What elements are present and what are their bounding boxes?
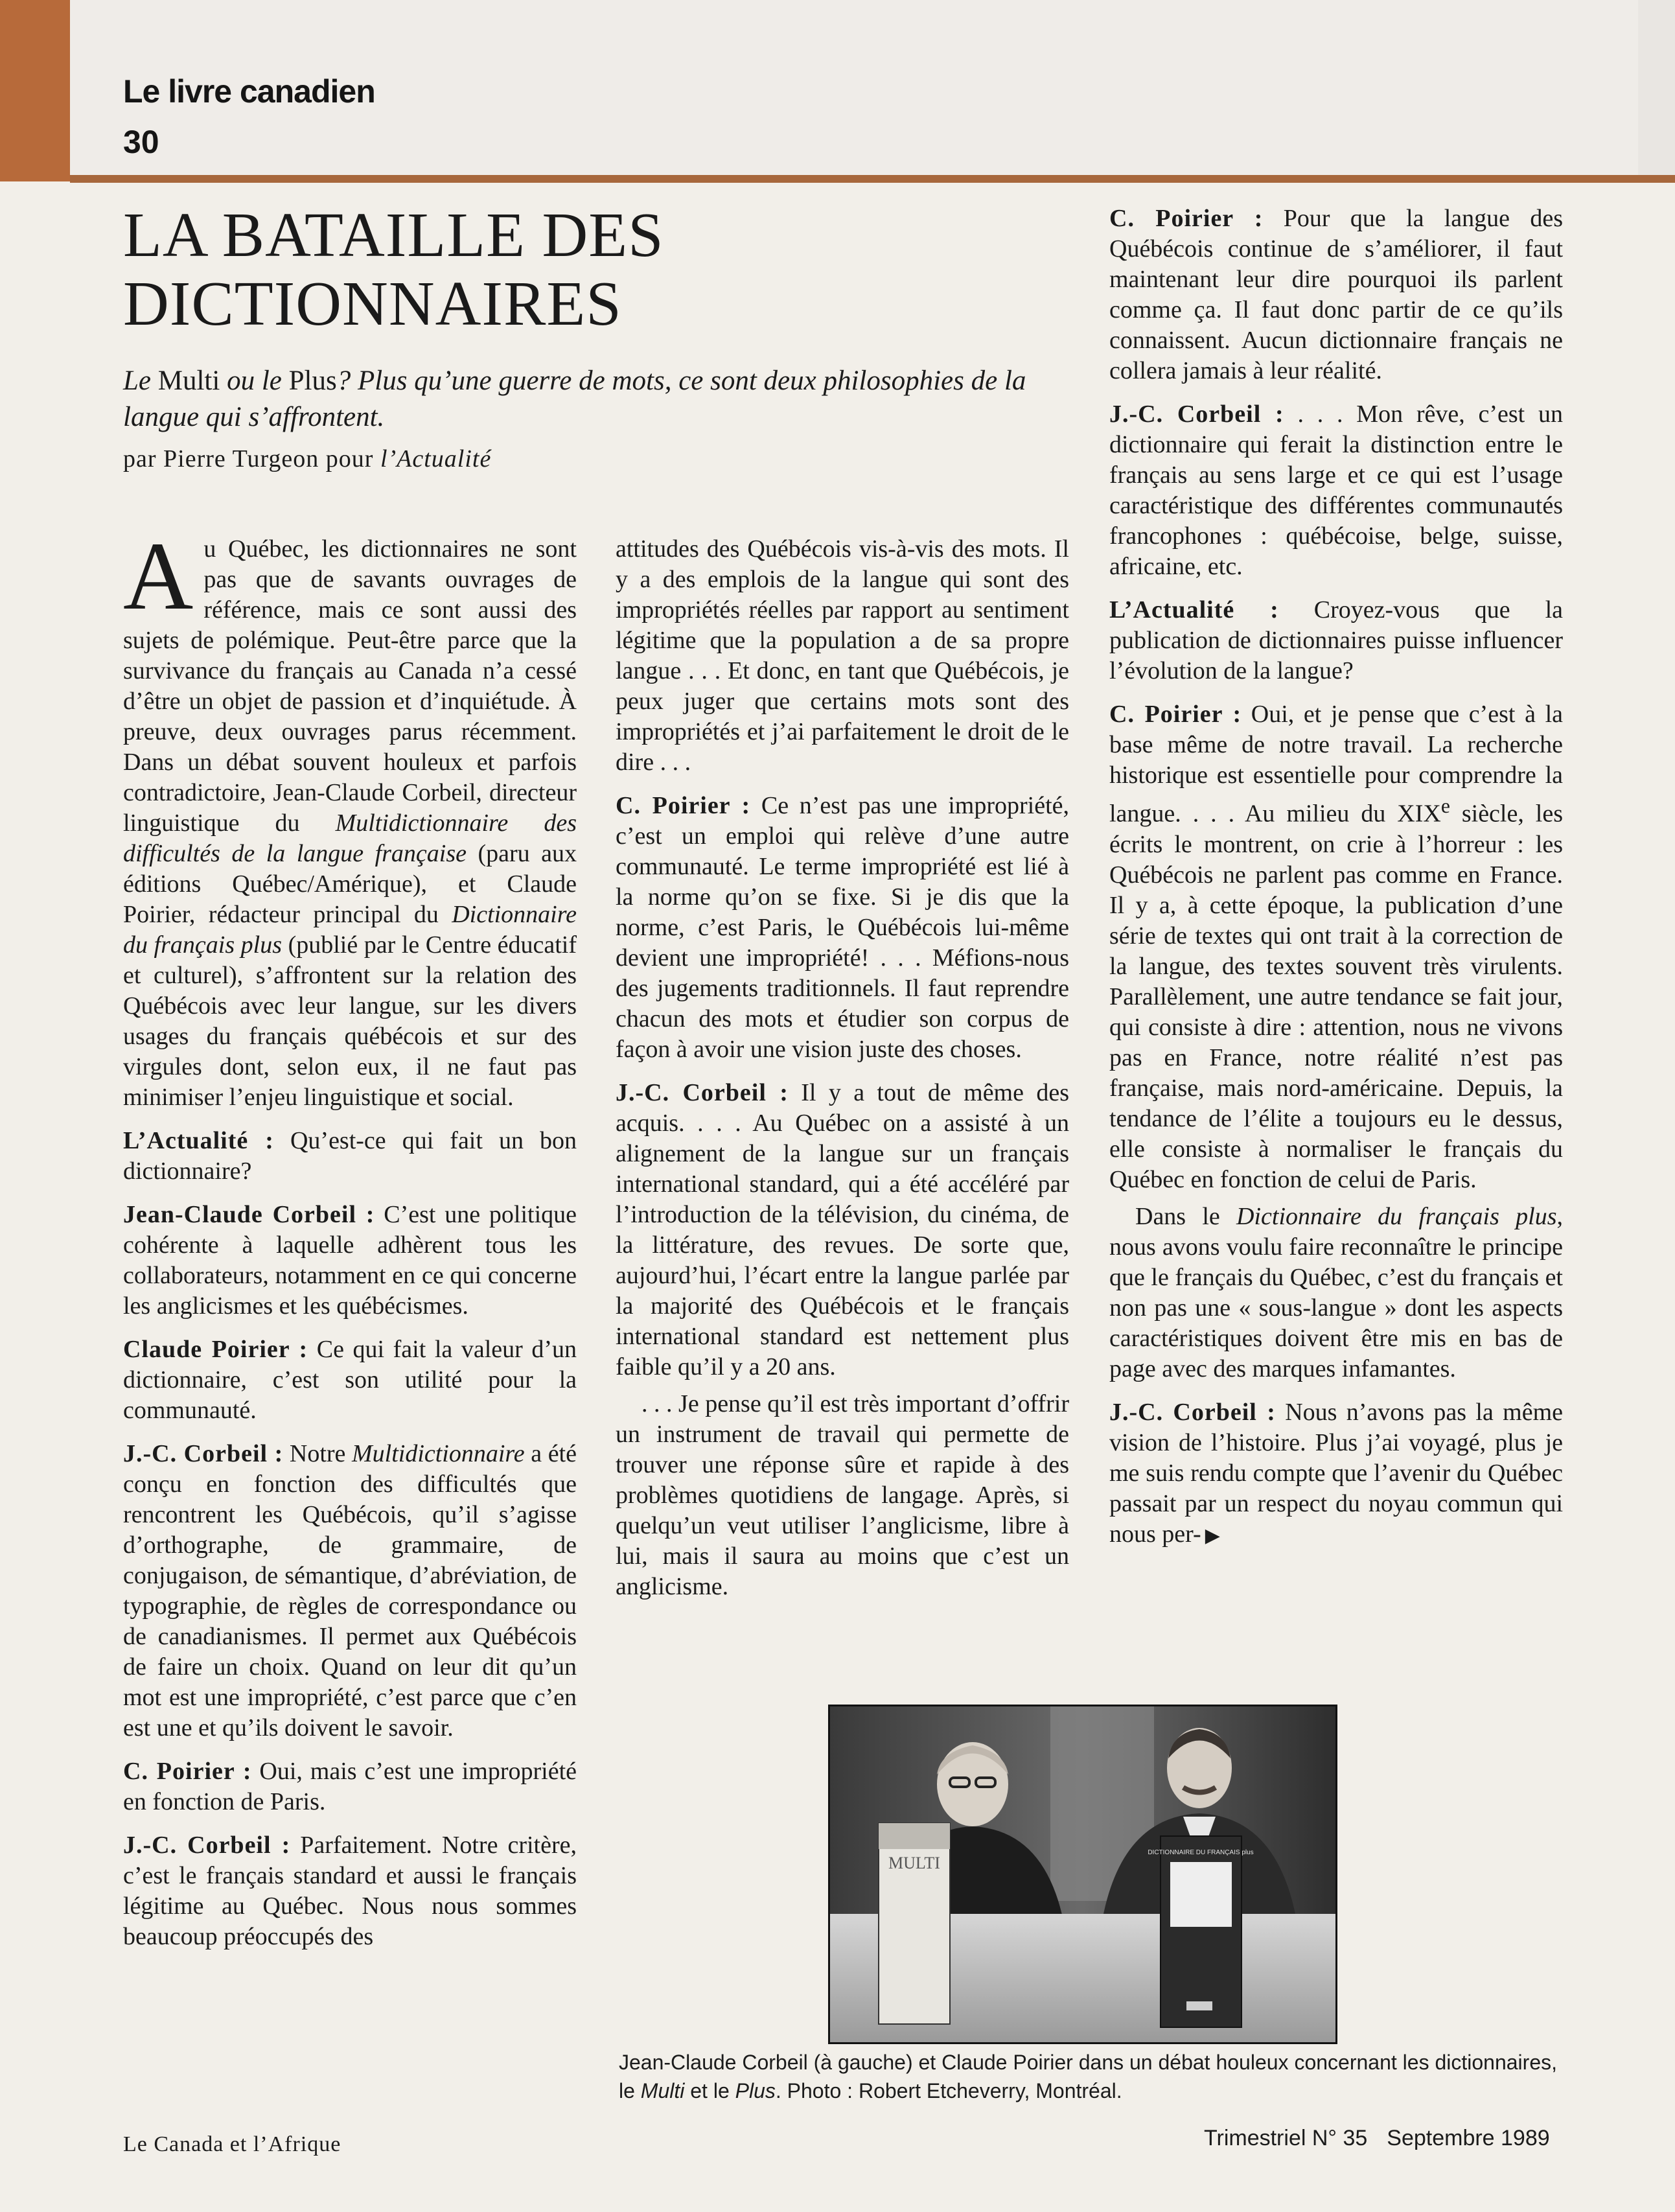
byline-source: l’Actualité: [380, 445, 492, 472]
footer-publication: Le Canada et l’Afrique: [123, 2132, 341, 2156]
text: Multi: [640, 2079, 685, 2102]
title-line-1: LA BATAILLE DES: [123, 200, 664, 270]
byline: [123, 445, 491, 473]
text: Il y a tout de même des acquis. . . . Au Québec on a assisté à un alignement de la langue sur un français international standard, qui a été accéléré par l’introduction de la télévision, du cinéma, de la littérature, des revues. De sorte que, aujourd’hui, l’écart entre la langue parlée par la majorité des Québécois et le français international standard est nettement plus faible qu’il y a 20 ans.: [616, 1079, 1069, 1380]
intro-paragraph: [123, 522, 577, 1113]
subtitle-part: ? Plus qu’une guerre de mots, ce sont deux philosophies de la langue qui s’affrontent.: [123, 366, 1026, 432]
book-right-title: DICTIONNAIRE DU FRANÇAIS plus: [1148, 1849, 1254, 1856]
text: Dictionnaire du français plus: [1236, 1202, 1557, 1230]
text: a été conçu en fonction des difficultés que rencontrent les Québécois, qu’il s’agisse d’orthographe, de grammaire, de conjugaison, de sémantique, d’abréviation, de typographie, de règles de correspondance ou de canadianismes. Il permet aux Québécois de faire un choix. Quand on leur dit qu’un mot est une impropriété, c’est parce que c’en est une et qu’ils doivent le savoir.: [123, 1440, 577, 1741]
text: (paru aux éditions Québec/Amérique), et Claude Poirier, rédacteur principal du: [123, 840, 577, 928]
accent-bar: [0, 0, 70, 181]
text: , nous avons voulu faire reconnaître le principe que le français du Québec, c’est du français et non pas une « sous-langue » dont les aspects caractéristiques doivent être mis en bas de page avec des marques infamantes.: [1109, 1202, 1564, 1382]
qa-paragraph: [1109, 204, 1563, 386]
qa-paragraph: [1109, 399, 1563, 582]
qa-paragraph: [123, 1830, 577, 1952]
speaker-label: C. Poirier :: [616, 792, 751, 819]
drop-cap: A: [123, 522, 194, 630]
issue-number: Trimestriel N° 35: [1204, 2126, 1368, 2150]
text: Ce qui fait la valeur d’un dictionnaire, c’est son utilité pour la communauté.: [123, 1336, 577, 1424]
text: Jean-Claude Corbeil (à gauche) et Claude Poirier dans un débat houleux concernant les dictionnaires, le: [619, 2051, 1557, 2102]
page-number: 30: [123, 124, 159, 160]
speaker-label: J.-C. Corbeil :: [123, 1440, 284, 1467]
footer-issue-info: [1204, 2126, 1569, 2151]
qa-paragraph: [123, 1756, 577, 1817]
article-subtitle: [123, 363, 1095, 436]
article-title: [123, 201, 771, 338]
text: Multidictionnaire: [352, 1440, 525, 1467]
qa-paragraph: [123, 1334, 577, 1426]
speaker-label: C. Poirier :: [1109, 701, 1242, 728]
speaker-label: L’Actualité :: [1109, 596, 1279, 623]
body-paragraph: [1109, 1202, 1563, 1384]
subtitle-part: ou le: [220, 366, 289, 396]
column-2: [616, 534, 1069, 1615]
subtitle-part: Plus: [288, 366, 337, 396]
book-left-title: MULTI: [888, 1854, 940, 1872]
subtitle-part: Multi: [157, 366, 220, 396]
speaker-label: J.-C. Corbeil :: [1109, 401, 1284, 428]
qa-paragraph: [616, 1078, 1069, 1382]
subtitle-part: Le: [123, 366, 158, 396]
qa-paragraph: [1109, 1397, 1563, 1551]
text: Notre: [283, 1440, 352, 1467]
qa-paragraph: [616, 791, 1069, 1065]
text: Oui, et je pense que c’est à la base même de notre travail. La recherche historique est essentielle pour comprendre la langue. . . . Au milieu du XIX: [1109, 701, 1563, 828]
text: et le: [684, 2079, 735, 2102]
title-line-2: DICTIONNAIRES: [123, 269, 622, 339]
text: . Photo : Robert Etcheverry, Montréal.: [775, 2079, 1122, 2102]
qa-paragraph: [1109, 595, 1563, 686]
text: Qu’est-ce qui fait un bon dictionnaire?: [123, 1127, 577, 1185]
speaker-label: C. Poirier :: [1109, 205, 1264, 232]
text: siècle, les écrits le montrent, on crie à l’horreur : les Québécois ne parlent pas comme en France. Il y a, à cette époque, la publication d’une série de textes qui ont trait à la correction de la langue, des textes souvent très virulents. Parallèlement, une autre tendance se fait jour, qui consiste à dire : attention, nous ne vivons pas en France, notre réalité n’est pas française, mais nord-américaine. Depuis, la tendance de l’élite a toujours eu le dessus, elle consiste à normaliser le français du Québec en fonction de celui de Paris.: [1109, 800, 1563, 1193]
photo-caption: [619, 2048, 1558, 2105]
text: (publié par le Centre éducatif et culturel), s’affrontent sur la relation des Québécois avec leur langue, sur les divers usages du français québécois et sur des virgules dont, selon eux, il ne faut pas minimiser l’enjeu linguistique et social.: [123, 931, 577, 1111]
column-1: [123, 522, 577, 1965]
text: Plus: [735, 2079, 776, 2102]
photo-illustration: [830, 1706, 1335, 2042]
text: Croyez-vous que la publication de dictionnaires puisse influencer l’évolution de la langue?: [1109, 596, 1563, 684]
superscript: e: [1440, 795, 1450, 817]
column-3: [1109, 204, 1563, 1564]
body-paragraph: . . . Je pense qu’il est très important d’offrir un instrument de travail qui permette de trouver une réponse sûre et rapide à des problèmes quotidiens de langage. Après, si quelqu’un veut utiliser l’anglicisme, libre à lui, mais il saura au moins que c’est un anglicisme.: [616, 1390, 1069, 1600]
text: Nous n’avons pas la même vision de l’histoire. Plus j’ai voyagé, plus je me suis rendu compte que l’avenir du Québec passait par un respect du noyau commun qui nous per-: [1109, 1398, 1563, 1548]
text: C’est une politique cohérente à laquelle adhèrent tous les collaborateurs, notamment en ce qui concerne les anglicismes et les québécismes.: [123, 1201, 577, 1320]
qa-paragraph: [1109, 699, 1563, 1195]
speaker-label: J.-C. Corbeil :: [123, 1832, 291, 1859]
text: Multidictionnaire des difficultés de la langue française: [123, 809, 577, 867]
article-photo: [828, 1705, 1337, 2044]
text: Oui, mais c’est une impropriété en fonction de Paris.: [123, 1758, 577, 1815]
speaker-label: Jean-Claude Corbeil :: [123, 1201, 375, 1228]
speaker-label: Claude Poirier :: [123, 1336, 308, 1363]
speaker-label: L’Actualité :: [123, 1127, 274, 1154]
speaker-label: J.-C. Corbeil :: [616, 1079, 789, 1106]
header-rule: [70, 175, 1675, 183]
text: Pour que la langue des Québécois continue de s’améliorer, il faut maintenant leur dire pourquoi ils parlent comme ça. Il faut donc partir de ce qu’ils connaissent. Aucun dictionnaire français ne collera jamais à leur réalité.: [1109, 205, 1563, 384]
text: Ce n’est pas une impropriété, c’est un emploi qui relève d’une autre communauté. Le terme impropriété est lié à la norme qu’on se fixe. Si je dis que la norme, c’est Paris, le Québécois lui-même devient une impropriété! . . . Méfions-nous des jugements traditionnels. Il faut reprendre chacun des mots et étudier son corpus de façon à avoir une vision juste des choses.: [616, 792, 1069, 1063]
speaker-label: C. Poirier :: [123, 1758, 252, 1785]
right-triangle-icon: ▶: [1205, 1524, 1220, 1547]
text: Dictionnaire du français plus: [123, 901, 577, 959]
section-label: Le livre canadien: [123, 73, 375, 110]
qa-paragraph: [123, 1200, 577, 1321]
text: Dans le: [1135, 1202, 1237, 1230]
byline-prefix: par Pierre Turgeon pour: [123, 445, 380, 472]
issue-date: Septembre 1989: [1387, 2126, 1550, 2150]
speaker-label: J.-C. Corbeil :: [1109, 1398, 1276, 1426]
qa-paragraph: [123, 1126, 577, 1187]
text: Parfaitement. Notre critère, c’est le français standard et aussi le français légitime au Québec. Nous nous sommes beaucoup préoccupés des: [123, 1832, 577, 1950]
body-paragraph: attitudes des Québécois vis-à-vis des mots. Il y a des emplois de la langue qui sont des impropriétés réelles par rapport au sentiment légitime que la population a de sa propre langue . . . Et donc, en tant que Québécois, je peux juger que certains mots sont des impropriétés et j’ai parfaitement le droit de le dire . . .: [616, 535, 1069, 776]
text: . . . Mon rêve, c’est un dictionnaire qui ferait la distinction entre le français au sens large et ce qui est l’usage caractéristique des différentes communautés francophones : québécoise, belge, suisse, africaine, etc.: [1109, 401, 1563, 580]
qa-paragraph: [123, 1439, 577, 1743]
text: u Québec, les dictionnaires ne sont pas que de savants ouvrages de référence, mais ce sont aussi des sujets de polémique. Peut-être parce que la survivance du français au Canada n’a cessé d’être un objet de passion et d’inquiétude. À preuve, deux ouvrages parus récemment. Dans un débat souvent houleux et parfois contradictoire, Jean-Claude Corbeil, directeur linguistique du: [123, 535, 577, 837]
